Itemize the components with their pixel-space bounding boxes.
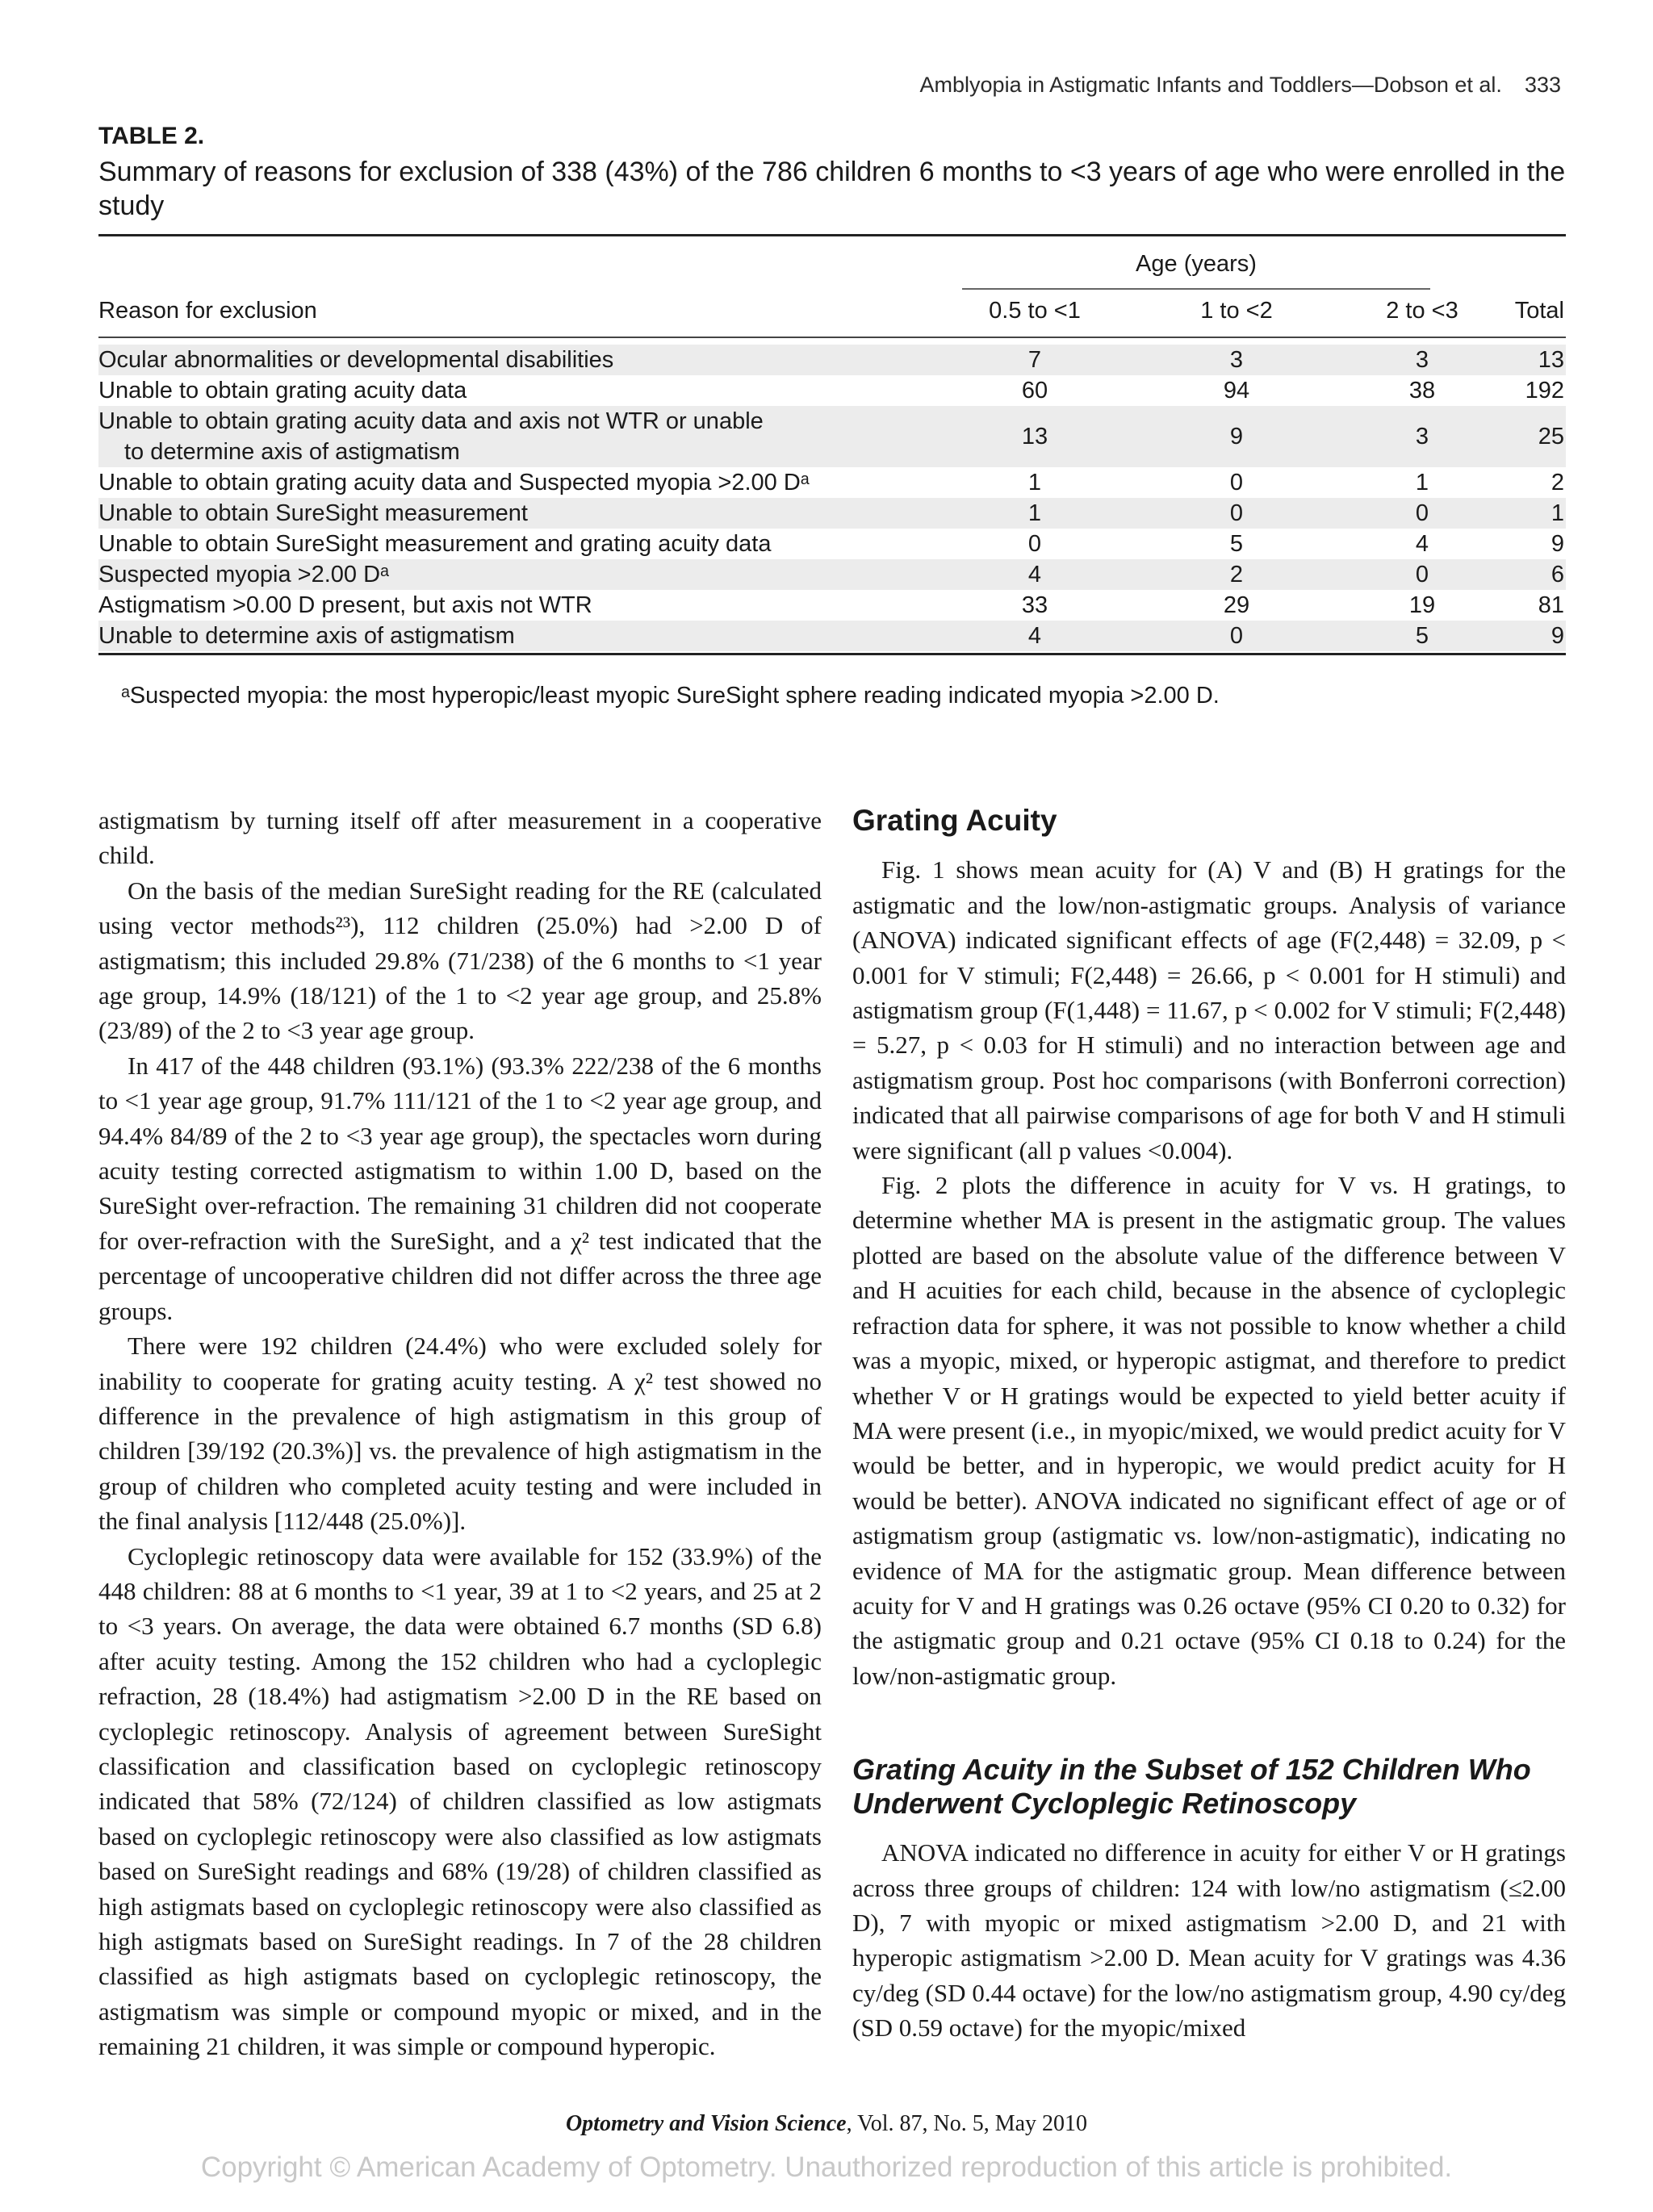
cell-total: 9 xyxy=(1550,623,1564,649)
cell-age-2: 94 xyxy=(1223,378,1250,404)
col-header-reason: Reason for exclusion xyxy=(98,298,317,324)
running-header xyxy=(920,73,1561,98)
cell-age-3: 4 xyxy=(1415,531,1429,557)
running-title: Amblyopia in Astigmatic Infants and Toddlers—Dobson et al. xyxy=(919,73,1502,97)
body-paragraph: On the basis of the median SureSight reading for the RE (calculated using vector methods²³), 112 children (25.0%) had >2.00 D of astigmatism; this included 29.8% (71/238) of the 6 months to <1 year age group, 14.9% (18/121) of the 1 to <2 year age group, and 25.8% (23/89) of the 2 to <3 year age group. xyxy=(98,876,822,1045)
cell-total: 9 xyxy=(1550,531,1564,557)
cell-total: 1 xyxy=(1550,500,1564,526)
table-row xyxy=(98,621,1566,651)
table-row xyxy=(98,559,1566,590)
col-header-age-2: 1 to <2 xyxy=(1200,298,1273,324)
journal-name: Optometry and Vision Science xyxy=(565,2111,847,2136)
cell-age-2: 0 xyxy=(1229,500,1244,526)
cell-age-1: 4 xyxy=(1027,562,1042,587)
cell-age-2: 3 xyxy=(1229,347,1244,373)
cell-total: 192 xyxy=(1525,378,1564,404)
journal-footer xyxy=(0,2111,1653,2137)
body-paragraph: astigmatism by turning itself off after measurement in a cooperative child. xyxy=(98,806,822,870)
cell-total: 25 xyxy=(1538,424,1564,450)
row-reason: Unable to obtain SureSight measurement xyxy=(98,500,528,526)
page-number: 333 xyxy=(1524,73,1561,97)
table-footnote: ᵃSuspected myopia: the most hyperopic/least myopic SureSight sphere reading indicated myopia >2.00 D. xyxy=(121,683,1220,709)
row-reason: Suspected myopia >2.00 Dᵃ xyxy=(98,562,389,587)
row-reason xyxy=(98,406,906,467)
row-reason: Unable to determine axis of astigmatism xyxy=(98,623,515,649)
cell-age-1: 33 xyxy=(1021,592,1048,618)
table-row xyxy=(98,467,1566,498)
table-row xyxy=(98,406,1566,467)
row-reason: Ocular abnormalities or developmental disabilities xyxy=(98,347,614,373)
copyright-notice: Copyright © American Academy of Optometry. Unauthorized reproduction of this article is prohibited. xyxy=(200,2151,1453,2183)
right-column xyxy=(852,803,1566,2046)
section-heading-grating-acuity: Grating Acuity xyxy=(852,804,1057,837)
body-paragraph: ANOVA indicated no difference in acuity for either V or H gratings across three groups of children: 124 with low/no astigmatism (≤2.00 D), 7 with myopic or mixed astigmatism >2.00 D, and 21 with hyperopic astigmatism >2.00 D. Mean acuity for V gratings was 4.36 cy/deg (SD 0.44 octave) for the low/no astigmatism group, 4.90 cy/deg (SD 0.59 octave) for the myopic/mixed xyxy=(852,1838,1566,2043)
cell-age-1: 0 xyxy=(1027,531,1042,557)
table-header xyxy=(98,236,1566,338)
cell-age-2: 29 xyxy=(1223,592,1250,618)
cell-age-3: 0 xyxy=(1415,500,1429,526)
row-reason: Astigmatism >0.00 D present, but axis not WTR xyxy=(98,592,592,618)
table-body xyxy=(98,338,1566,653)
table-caption: Summary of reasons for exclusion of 338 (43%) of the 786 children 6 months to <3 years of age who were enrolled in the study xyxy=(98,157,1566,221)
left-column xyxy=(98,803,822,2064)
table-label: TABLE 2. xyxy=(98,123,205,149)
cell-age-2: 2 xyxy=(1229,562,1244,587)
cell-age-1: 13 xyxy=(1021,424,1048,450)
table-row xyxy=(98,375,1566,406)
cell-total: 81 xyxy=(1538,592,1564,618)
body-paragraph: Fig. 1 shows mean acuity for (A) V and (B) H gratings for the astigmatic and the low/non-astigmatic groups. Analysis of variance (ANOVA) indicated significant effects of age (F(2,448) = 32.09, p < 0.001 for V stimuli; F(2,448) = 26.66, p < 0.001 for H stimuli) and astigmatism group (F(1,448) = 11.67, p < 0.002 for V stimuli; F(2,448) = 5.27, p < 0.03 for H stimuli) and no interaction between age and astigmatism group. Post hoc comparisons (with Bonferroni correction) indicated that all pairwise comparisons of age for both V and H stimuli were significant (all p values <0.004). xyxy=(852,855,1566,1165)
body-paragraph: Cycloplegic retinoscopy data were available for 152 (33.9%) of the 448 children: 88 at 6 months to <1 year, 39 at 1 to <2 years, and 25 at 2 to <3 years. On average, the data were obtained 6.7 months (SD 6.8) after acuity testing. Among the 152 children who had a cycloplegic refraction, 28 (18.4%) had astigmatism >2.00 D in the RE based on cycloplegic retinoscopy. Analysis of agreement between SureSight classification and classification based on cycloplegic retinoscopy indicated that 58% (72/124) of children classified as low astigmats based on cycloplegic retinoscopy were also classified as low astigmats based on SureSight readings and 68% (19/28) of children classified as high astigmats based on cycloplegic retinoscopy were also classified as high astigmats based on SureSight readings. In 7 of the 28 children classified as high astigmats based on cycloplegic retinoscopy, the astigmatism was simple or compound myopic or mixed, and in the remaining 21 children, it was simple or compound hyperopic. xyxy=(98,1541,822,2061)
age-group-rule xyxy=(962,288,1430,290)
cell-age-2: 0 xyxy=(1229,623,1244,649)
cell-total: 13 xyxy=(1538,347,1564,373)
cell-age-1: 1 xyxy=(1027,470,1042,496)
col-header-age-1: 0.5 to <1 xyxy=(989,298,1081,324)
cell-age-2: 5 xyxy=(1229,531,1244,557)
table-row xyxy=(98,529,1566,559)
cell-age-1: 7 xyxy=(1027,347,1042,373)
exclusion-table xyxy=(98,234,1566,655)
row-reason: Unable to obtain grating acuity data xyxy=(98,378,467,404)
table-row xyxy=(98,345,1566,375)
row-reason-line2: to determine axis of astigmatism xyxy=(124,439,460,465)
row-reason: Unable to obtain SureSight measurement and grating acuity data xyxy=(98,531,772,557)
cell-total: 6 xyxy=(1550,562,1564,587)
col-header-age-3: 2 to <3 xyxy=(1386,298,1458,324)
cell-age-3: 5 xyxy=(1415,623,1429,649)
cell-age-3: 38 xyxy=(1408,378,1436,404)
col-header-total: Total xyxy=(1514,298,1564,324)
cell-age-3: 3 xyxy=(1415,347,1429,373)
cell-age-2: 0 xyxy=(1229,470,1244,496)
cell-age-1: 60 xyxy=(1021,378,1048,404)
journal-issue: , Vol. 87, No. 5, May 2010 xyxy=(846,2111,1088,2136)
subsection-heading-subset: Grating Acuity in the Subset of 152 Children Who Underwent Cycloplegic Retinoscopy xyxy=(852,1753,1531,1821)
cell-age-3: 3 xyxy=(1415,424,1429,450)
row-reason-line1: Unable to obtain grating acuity data and axis not WTR or unable xyxy=(98,408,764,434)
cell-total: 2 xyxy=(1550,470,1564,496)
cell-age-1: 1 xyxy=(1027,500,1042,526)
table-row xyxy=(98,590,1566,621)
cell-age-1: 4 xyxy=(1027,623,1042,649)
body-paragraph: In 417 of the 448 children (93.1%) (93.3% 222/238 of the 6 months to <1 year age group, 91.7% 111/121 of the 1 to <2 year age group, and 94.4% 84/89 of the 2 to <3 year age group), the spectacles worn during acuity testing corrected astigmatism to within 1.00 D, based on the SureSight over-refraction. The remaining 31 children did not cooperate for over-refraction with the SureSight, and a χ² test indicated that the percentage of uncooperative children did not differ across the three age groups. xyxy=(98,1051,822,1325)
age-group-header: Age (years) xyxy=(1136,251,1257,277)
body-paragraph: There were 192 children (24.4%) who were excluded solely for inability to cooperate for grating acuity testing. A χ² test showed no difference in the prevalence of high astigmatism in this group of children [39/192 (20.3%)] vs. the prevalence of high astigmatism in the group of children who completed acuity testing and were included in the final analysis [112/448 (25.0%)]. xyxy=(98,1332,822,1536)
cell-age-2: 9 xyxy=(1229,424,1244,450)
cell-age-3: 19 xyxy=(1408,592,1436,618)
row-reason: Unable to obtain grating acuity data and Suspected myopia >2.00 Dᵃ xyxy=(98,470,810,496)
cell-age-3: 1 xyxy=(1415,470,1429,496)
cell-age-3: 0 xyxy=(1415,562,1429,587)
table-row xyxy=(98,498,1566,529)
body-paragraph: Fig. 2 plots the difference in acuity for V vs. H gratings, to determine whether MA is present in the astigmatic group. The values plotted are based on the absolute value of the difference between V and H acuities for each child, because in the absence of cycloplegic refraction data for sphere, it was not possible to know whether a child was a myopic, mixed, or hyperopic astigmat, and therefore to predict whether V or H gratings would be expected to yield better acuity if MA were present (i.e., in myopic/mixed, we would predict acuity for V would be better, and in hyperopic, we would predict acuity for H would be better). ANOVA indicated no significant effect of age or of astigmatism group (astigmatic vs. low/non-astigmatic), indicating no evidence of MA for the astigmatic group. Mean difference between acuity for V and H gratings was 0.26 octave (95% CI 0.20 to 0.32) for the astigmatic group and 0.21 octave (95% CI 0.18 to 0.24) for the low/non-astigmatic group. xyxy=(852,1171,1566,1690)
